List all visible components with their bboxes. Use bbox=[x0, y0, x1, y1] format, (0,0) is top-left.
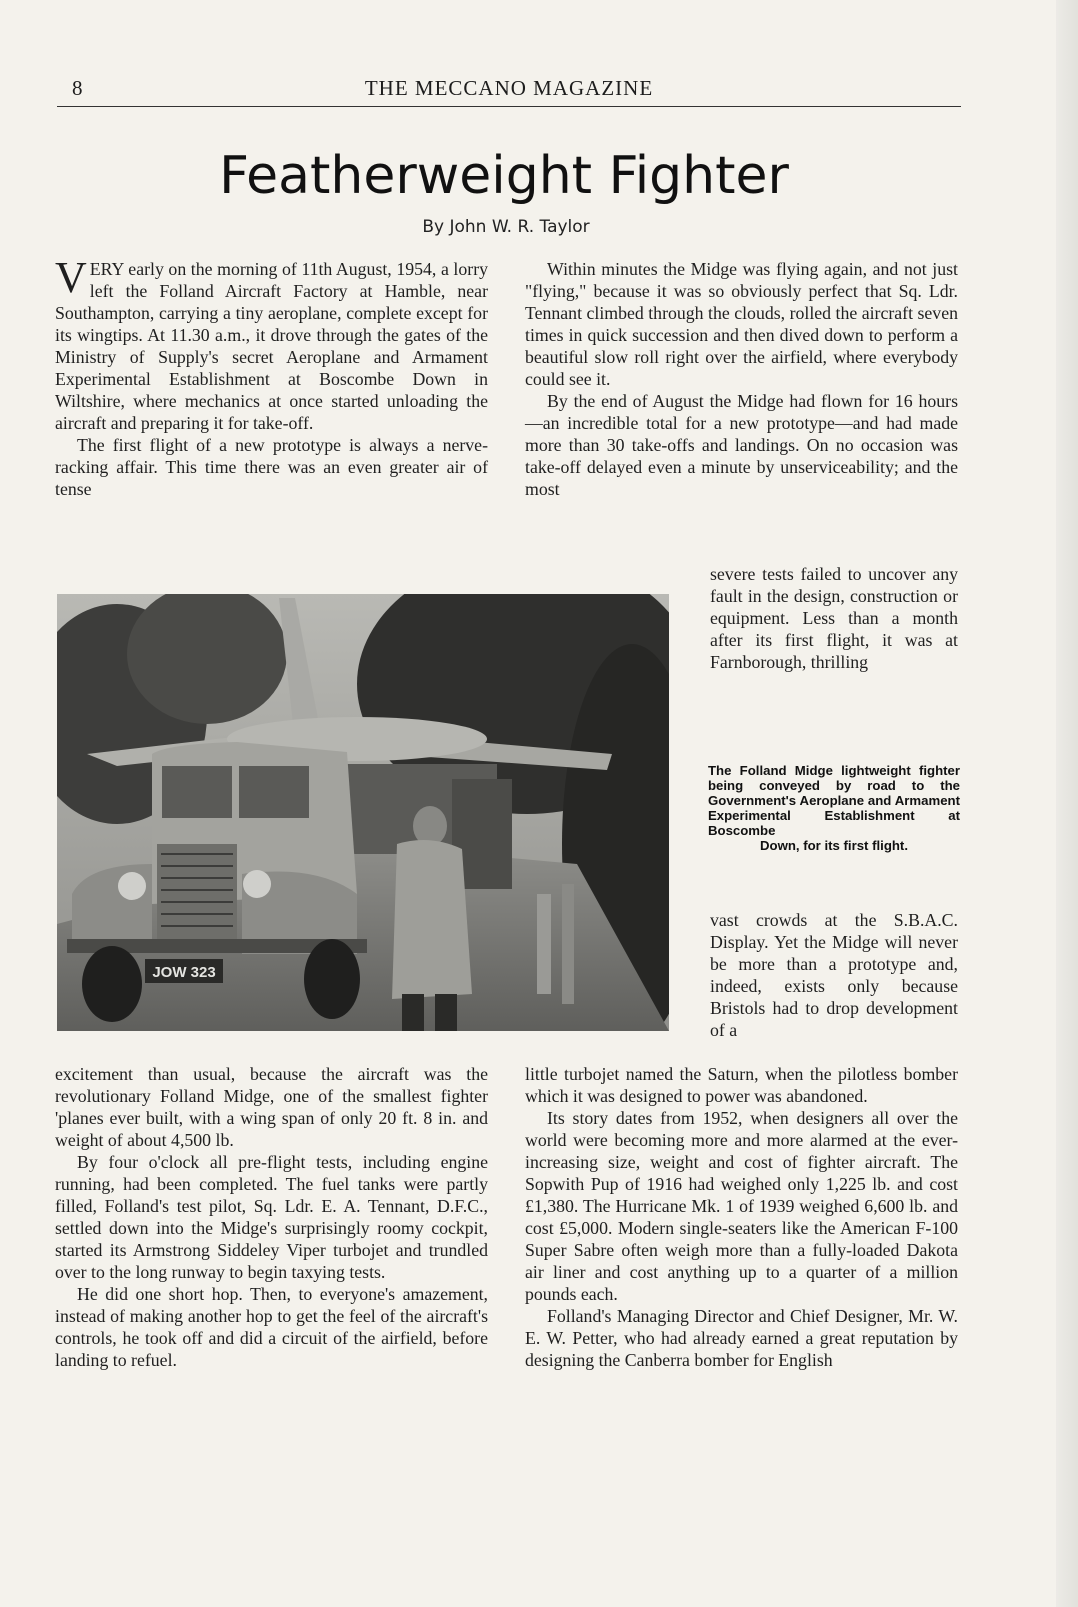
paragraph: By the end of August the Midge had flown for 16 hours—an incredible total for a new prototype—and had made more than 30 take-offs and landings. On no occasion was take-off delayed even a minute by unserviceability; and the most bbox=[525, 391, 958, 499]
left-column-top bbox=[55, 253, 488, 500]
right-column-bottom bbox=[525, 1063, 958, 1371]
page-edge bbox=[1056, 0, 1078, 1607]
right-narrow-text-top: severe tests failed to uncover any fault in the design, construction or equipment. Less than a month after its first flight, it was at Farnborough, thrilling bbox=[710, 564, 958, 672]
paragraph: little turbojet named the Saturn, when the pilotless bomber which it was designed to power was abandoned. bbox=[525, 1064, 958, 1106]
paragraph: By four o'clock all pre-flight tests, including engine running, had been completed. The fuel tanks were partly filled, Folland's test pilot, Sq. Ldr. E. A. Tennant, D.F.C., settled down into the Midge's surprisingly roomy cockpit, started its Armstrong Siddeley Viper turbojet and trundled over to the long runway to begin taxying tests. bbox=[55, 1152, 488, 1282]
left-column-bottom bbox=[55, 1063, 488, 1371]
caption-last-line: Down, for its first flight. bbox=[760, 838, 908, 853]
caption-text: The Folland Midge lightweight fighter being conveyed by road to the Government's Aeroplane and Armament Experimental Establishment at Boscombe bbox=[708, 763, 960, 838]
paragraph: He did one short hop. Then, to everyone's amazement, instead of making another hop to get the feel of the aircraft's controls, he took off and did a circuit of the airfield, before landing to refuel. bbox=[55, 1284, 488, 1370]
page-number: 8 bbox=[72, 76, 83, 100]
photo-caption bbox=[708, 763, 960, 853]
paragraph: excitement than usual, because the aircraft was the revolutionary Folland Midge, one of the smallest fighter 'planes ever built, with a wing span of only 20 ft. 8 in. and weight of about 4,500 lb. bbox=[55, 1064, 488, 1150]
paragraph: Within minutes the Midge was flying again, and not just "flying," because it was so obviously perfect that Sq. Ldr. Tennant climbed through the clouds, rolled the aircraft seven times in quick succession and then dived down to perform a beautiful slow roll right over the airfield, where everybody could see it. bbox=[525, 259, 958, 389]
photo-illustration bbox=[57, 594, 669, 1031]
magazine-title: THE MECCANO MAGAZINE bbox=[364, 76, 654, 100]
paragraph: The first flight of a new prototype is always a nerve-racking affair. This time there was an even greater air of tense bbox=[55, 435, 488, 499]
page-header bbox=[57, 76, 961, 107]
lorry-photo bbox=[57, 594, 669, 1031]
paragraph: Its story dates from 1952, when designers all over the world were becoming more and more alarmed at the ever-increasing size, weight and cost of fighter aircraft. The Sopwith Pup of 1916 had weighed only 1,225 lb. and cost £1,380. The Hurricane Mk. 1 of 1939 weighed 6,600 lb. and cost £5,000. Modern single-seaters like the American F-100 Super Sabre often weigh more than a fully-loaded Dakota air liner and cost anything up to a quarter of a million pounds each. bbox=[525, 1108, 958, 1304]
article-title: Featherweight Fighter bbox=[219, 146, 789, 206]
number-plate: JOW 323 bbox=[152, 964, 216, 981]
byline: By John W. R. Taylor bbox=[422, 217, 590, 237]
right-column-top bbox=[525, 258, 958, 500]
paragraph-opening: VERY early on the morning of 11th August, 1954, a lorry left the Folland Aircraft Factory at Hamble, near Southampton, carrying a tiny aeroplane, complete except for its wingtips. At 11.30 a.m., it drove through the gates of the Ministry of Supply's secret Aeroplane and Armament Experimental Establishment at Boscombe Down in Wiltshire, where mechanics at once started unloading the aircraft and preparing it for take-off. bbox=[55, 253, 488, 433]
right-narrow-text-bottom: vast crowds at the S.B.A.C. Display. Yet the Midge will never be more than a prototype and, indeed, exists only because Bristols had to drop development of a bbox=[710, 910, 958, 1040]
paragraph: Folland's Managing Director and Chief Designer, Mr. W. E. W. Petter, who had already earned a great reputation by designing the Canberra bomber for English bbox=[525, 1306, 958, 1370]
